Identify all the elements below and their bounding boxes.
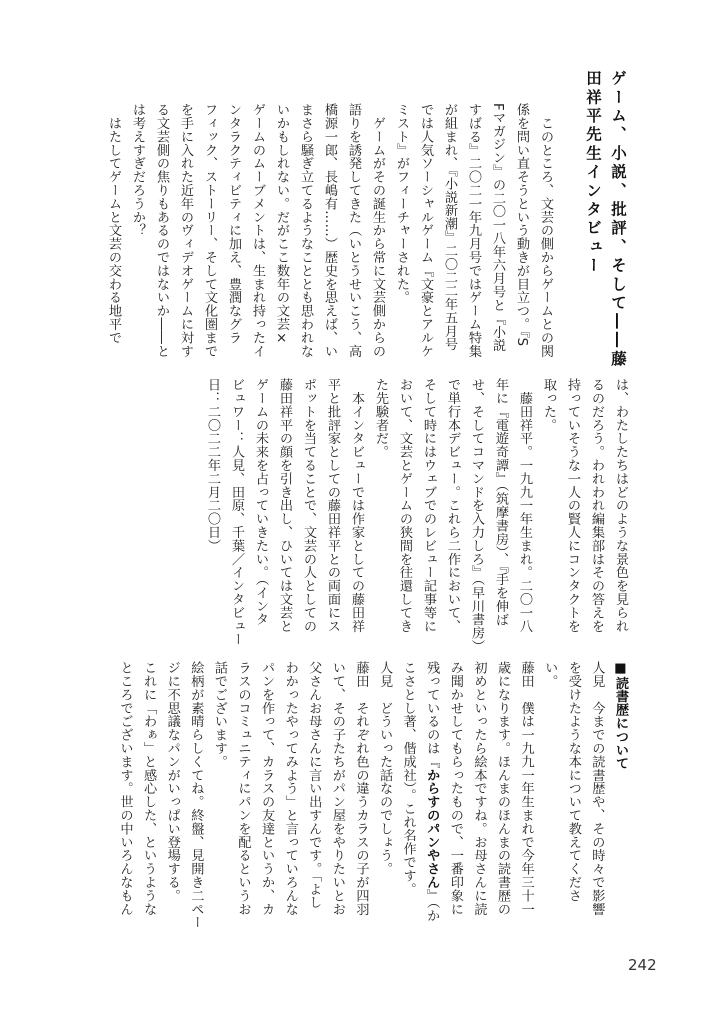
section-heading: ■読書歴について [613, 661, 628, 770]
text-column: 取った。 [541, 378, 556, 432]
text-column: わかったやってみよう」と言っていろんな [282, 661, 298, 916]
text-column: ゲームのムーブメントは、生まれ持ったイ [250, 103, 265, 358]
text-column: ンタラクティビティに加え、豊潤なグラ [226, 103, 241, 345]
text-column: 歳になります。ほんまのほんまの読書歴の [495, 661, 511, 916]
text-column: 日：二〇二二年二月二〇日） [205, 378, 220, 553]
text-column: は考えすぎだろうか？ [130, 103, 145, 237]
text-column: はたしてゲームと文芸の交わる地平で [106, 103, 121, 345]
text-column: 語りを誘発してきた（いとうせいこう、高 [346, 103, 361, 358]
text-segment: 残っているのは『 [424, 661, 440, 769]
text-column: 年に『電遊奇譚』（筑摩書房）、『手を伸ば [493, 378, 508, 627]
text-column: 初めといったら絵本ですね。お母さんに読 [471, 661, 487, 916]
text-column: こさとし著、偕成社）。これ名作です。 [400, 661, 416, 896]
intro-text-top [101, 103, 557, 358]
text-column: み聞かせしてもらったもので、一番印象に [447, 661, 463, 916]
text-column: 係を問い直そうという動きが目立つ。『S [514, 103, 529, 347]
text-column: 持っていそうな一人の賢人にコンタクトを [565, 378, 580, 633]
page-number: 242 [628, 956, 657, 974]
text-column: いて、その子たちがパン屋をやりたいとお [329, 661, 345, 916]
text-segment: 』（か [424, 888, 440, 923]
text-column [420, 661, 444, 929]
text-column: ゲームの未来を占っていきたい。（インタ [253, 378, 268, 626]
text-column: るのだろう。われわれ編集部はその答えを [589, 378, 604, 633]
text-column: 話でございます。 [211, 661, 227, 769]
text-column: い。 [542, 661, 558, 688]
intro-text-middle [200, 378, 632, 653]
interview-text-bottom [113, 661, 632, 929]
text-column: は、わたしたちはどのような景色を見られ [613, 378, 628, 633]
text-column: ところでございます。世の中いろんなもん [117, 661, 133, 916]
text-column: では人気ソーシャルゲーム『文豪とアルケ [418, 103, 433, 358]
text-column: ミスト』がフィーチャーされた。 [394, 103, 409, 304]
text-column: 人見 今までの読書歴や、その時々で影響 [589, 661, 605, 916]
text-column: ビュワー：人見、田原、千葉／インタビュー [229, 378, 244, 646]
text-column: そして時にはウェブでのレビュー記事等に [421, 378, 436, 633]
text-column: ラスのコミュニティにパンを配るというお [235, 661, 251, 916]
text-column: ポットを当てることで、文芸の人としての [301, 378, 316, 633]
text-column: パンを作って、カラスの友達というか、カ [259, 661, 275, 916]
text-column: 藤田 僕は一九九一年生まれで今年三十一 [518, 661, 534, 916]
text-column: 絵柄が素晴らしくてね。終盤、見開き二ペー [188, 661, 204, 929]
article-title [580, 70, 630, 369]
book-title: からすのパンやさん [424, 768, 440, 889]
text-column: で単行本デビュー。これら二作において、 [445, 378, 460, 633]
text-column: を受けたような本について教えてくださ [565, 661, 581, 903]
text-column: フィック、ストーリー、そして文化圏まで [202, 103, 217, 358]
title-line: 田祥平先生インタビュー [584, 70, 602, 276]
text-column: 人見 どういった話なのでしょう。 [377, 661, 393, 876]
text-column: いかもしれない。だがここ数年の文芸× [274, 103, 289, 346]
text-column: 本インタビューでは作家としての藤田祥 [349, 378, 364, 633]
text-column: このところ、文芸の側からゲームとの関 [538, 103, 553, 358]
text-column: ゲームがその誕生から常に文芸側からの [370, 103, 385, 358]
text-column: 藤田祥平。一九九一年生まれ。二〇一八 [517, 378, 532, 633]
text-column: せ、そしてコマンドを入力しろ』（早川書房） [469, 378, 484, 653]
text-column: を手に入れた近年のヴィデオゲームに対す [178, 103, 193, 358]
text-column: Fマガジン』の二〇一八年六月号と『小説 [490, 103, 505, 352]
text-column: 父さんお母さんに言い出すんです。「よし [306, 661, 322, 909]
text-column: 平と批評家としての藤田祥平との両面にス [325, 378, 340, 633]
text-column: が組まれ、『小説新潮』二〇二二年五月号 [442, 103, 457, 351]
text-column: 藤田祥平の顔を引き出し、ひいては文芸と [277, 378, 292, 633]
title-line: ゲーム、小説、批評、そして――藤 [609, 70, 627, 370]
text-column: これに「わぁ」と感心した、というような [141, 661, 157, 916]
text-column: る文芸側の焦りもあるのではないか――と [154, 103, 169, 358]
text-column: おいて、文芸とゲームの狭間を往還してき [397, 378, 412, 633]
text-column: すばる』二〇二一年九月号ではゲーム特集 [466, 103, 481, 358]
text-column: 藤田 それぞれ色の違うカラスの子が四羽 [353, 661, 369, 916]
text-column: ジに不思議なパンがいっぱい登場する。 [164, 661, 180, 903]
text-column: た先験者だ。 [373, 378, 388, 459]
text-column: まさら騒ぎ立てるようなこととも思われな [298, 103, 313, 358]
text-column: 橋源一郎、長嶋有……）歴史を思えば、い [322, 103, 337, 358]
